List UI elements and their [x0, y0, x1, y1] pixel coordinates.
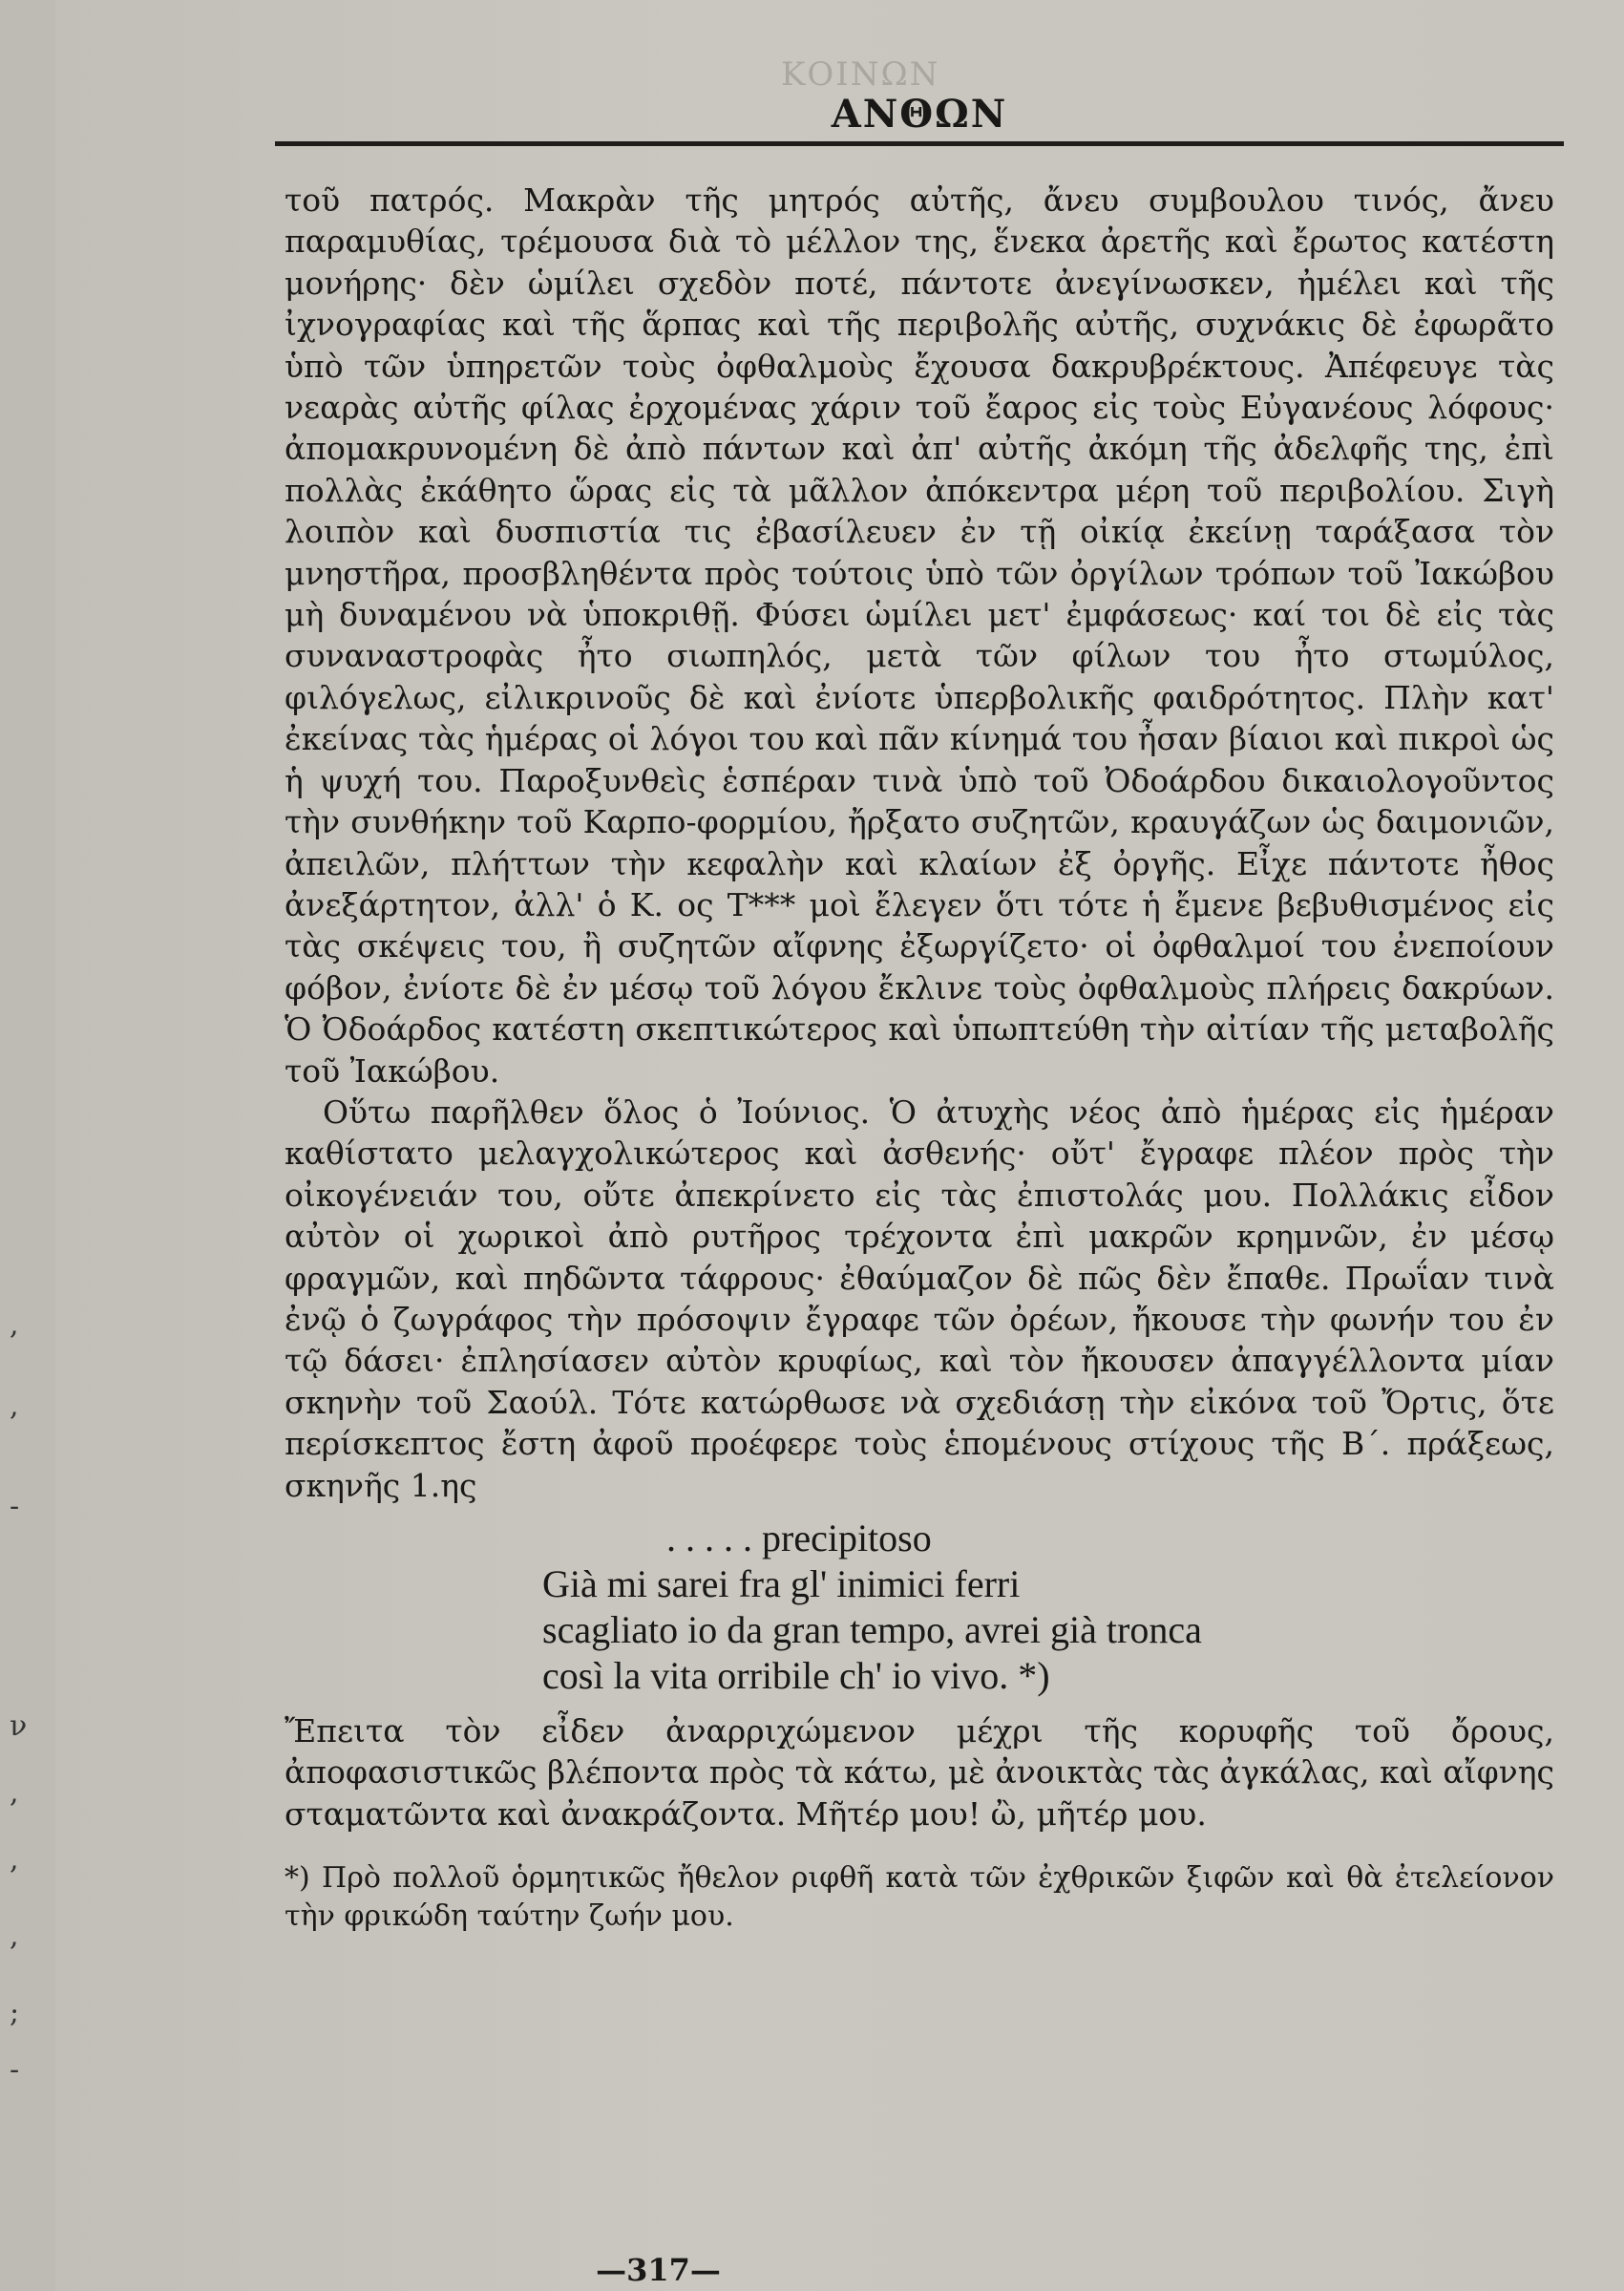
margin-char: ; [10, 1996, 20, 2029]
book-page [55, 0, 1624, 2291]
verse-quote [542, 1516, 1554, 1699]
header-rule [275, 141, 1564, 146]
margin-char: , [10, 1776, 19, 1810]
paragraph: τοῦ πατρός. Μακρὰν τῆς μητρός αὐτῆς, ἄνευ συμβουλου τινός, ἄνευ παραμυθίας, τρέμουσα διὰ τὸ μέλλον της, ἕνεκα ἀρετῆς καὶ ἔρωτος κατέστη μονήρης· δὲν ὡμίλει σχεδὸν ποτέ, πάντοτε ἀνεγίνωσκεν, ἠμέλει καὶ τῆς ἰχνογραφίας καὶ τῆς ἅρπας καὶ τῆς περιβολῆς αὐτῆς, συχνάκις δὲ ἐφωρᾶτο ὑπὸ τῶν ὑπηρετῶν τοὺς ὀφθαλμοὺς ἔχουσα δακρυβρέκτους. Ἀπέφευγε τὰς νεαρὰς αὐτῆς φίλας ἐρχομένας χάριν τοῦ ἔαρος εἰς τοὺς Εὐγανέους λόφους· ἀπομακρυνομένη δὲ ἀπὸ πάντων καὶ ἀπ' αὐτῆς ἀκόμη τῆς ἀδελφῆς της, ἐπὶ πολλὰς ἐκάθητο ὥρας εἰς τὰ μᾶλλον ἀπόκεντρα μέρη τοῦ περιβολίου. Σιγὴ λοιπὸν καὶ δυσπιστία τις ἐβασίλευεν ἐν τῇ οἰκίᾳ ἐκείνῃ ταράξασα τὸν μνηστῆρα, προσβληθέντα πρὸς τούτοις ὑπὸ τῶν ὀργίλων τρόπων τοῦ Ἰακώβου μὴ δυναμένου νὰ ὑποκριθῇ. Φύσει ὡμίλει μετ' ἐμφάσεως· καί τοι δὲ εἰς τὰς συναναστροφὰς ἦτο σιωπηλός, μετὰ τῶν φίλων του ἦτο στωμύλος, φιλόγελως, εἰλικρινοῦς δὲ καὶ ἐνίοτε ὑπερβολικῆς φαιδρότητος. Πλὴν κατ' ἐκείνας τὰς ἡμέρας οἱ λόγοι του καὶ πᾶν κίνημά του ἦσαν βίαιοι καὶ πικροὶ ὡς ἡ ψυχή του. Παροξυνθεὶς ἑσπέραν τινὰ ὑπὸ τοῦ Ὀδοάρδου δικαιολογοῦντος τὴν συνθήκην τοῦ Καρπο-φορμίου, ἤρξατο συζητῶν, κραυγάζων ὡς δαιμονιῶν, ἀπειλῶν, πλήττων τὴν κεφαλὴν καὶ κλαίων ἐξ ὀργῆς. Εἶχε πάντοτε ἦθος ἀνεξάρτητον, ἀλλ' ὁ Κ. ος Τ*** μοὶ ἔλεγεν ὅτι τότε ἡ ἔμενε βεβυθισμένος εἰς τὰς σκέψεις του, ἢ συζητῶν αἴφνης ἐξωργίζετο· οἱ ὀφθαλμοί του ἐνεποίουν φόβον, ἐνίοτε δὲ ἐν μέσῳ τοῦ λόγου ἔκλινε τοὺς ὀφθαλμοὺς πλήρεις δακρύων. Ὁ Ὀδοάρδος κατέστη σκεπτικώτερος καὶ ὑπωπτεύθη τὴν αἰτίαν τῆς μεταβολῆς τοῦ Ἰακώβου. [285, 181, 1554, 1090]
previous-page-edge [0, 0, 56, 2291]
verse-line: scagliato io da gran tempo, avrei già tronca [542, 1608, 1202, 1651]
margin-char: , [10, 1843, 19, 1877]
page-number: —317— [596, 2252, 721, 2288]
margin-char: , [10, 1389, 19, 1423]
bleed-through-text: ΚΟΙΝΩΝ [781, 55, 940, 94]
paragraph: Ἔπειτα τὸν εἶδεν ἀναρριχώμενον μέχρι τῆς κορυφῆς τοῦ ὄρους, ἀποφασιστικῶς βλέποντα πρὸς τὰ κάτω, μὲ ἀνοικτὰς τὰς ἀγκάλας, καὶ αἴφνης σταματῶντα καὶ ἀνακράζοντα. Μῆτέρ μου! ὢ, μῆτέρ μου. [285, 1712, 1554, 1833]
margin-char: , [10, 1308, 19, 1342]
verse-line: Già mi sarei fra gl' inimici ferri [542, 1562, 1021, 1605]
verse-line: così la vita orribile ch' io vivo. *) [542, 1654, 1050, 1697]
paragraph: Οὕτω παρῆλθεν ὅλος ὁ Ἰούνιος. Ὁ ἀτυχὴς νέος ἀπὸ ἡμέρας εἰς ἡμέραν καθίστατο μελαγχολικώτερος καὶ ἀσθενής· οὔτ' ἔγραφε πλέον πρὸς τὴν οἰκογένειάν του, οὔτε ἀπεκρίνετο εἰς τὰς ἐπιστολάς μου. Πολλάκις εἶδον αὐτὸν οἱ χωρικοὶ ἀπὸ ρυτῆρος τρέχοντα ἐπὶ μακρῶν κρημνῶν, ἐν μέσῳ φραγμῶν, καὶ πηδῶντα τάφρους· ἐθαύμαζον δὲ πῶς δὲν ἔπαθε. Πρωΐαν τινὰ ἐνῷ ὁ ζωγράφος τὴν πρόσοψιν ἔγραφε τῶν ὀρέων, ἤκουσε τὴν φωνήν του ἐν τῷ δάσει· ἐπλησίασεν αὐτὸν κρυφίως, καὶ τὸν ἤκουσεν ἀπαγγέλλοντα μίαν σκηνὴν τοῦ Σαούλ. Τότε κατώρθωσε νὰ σχεδιάσῃ τὴν εἰκόνα τοῦ Ὄρτις, ὅτε περίσκεπτος ἔστη ἀφοῦ προέφερε τοὺς ἑπομένους στίχους τῆς Β΄. πράξεως, σκηνῆς 1.ης [285, 1092, 1554, 1504]
verse-line: . . . . . precipitoso [666, 1517, 932, 1559]
margin-char: , [10, 1920, 19, 1953]
main-text [285, 180, 1554, 1936]
footnote: *) Πρὸ πολλοῦ ὁρμητικῶς ἤθελον ριφθῆ κατὰ τῶν ἐχθρικῶν ξιφῶν καὶ θὰ ἐτελείονον τὴν φρικώδη ταύτην ζωήν μου. [285, 1861, 1554, 1934]
margin-char: - [10, 2053, 20, 2087]
margin-char: ν [10, 1709, 28, 1743]
running-header: ΑΝΘΩΝ [831, 92, 1008, 137]
margin-char: - [10, 1490, 20, 1523]
